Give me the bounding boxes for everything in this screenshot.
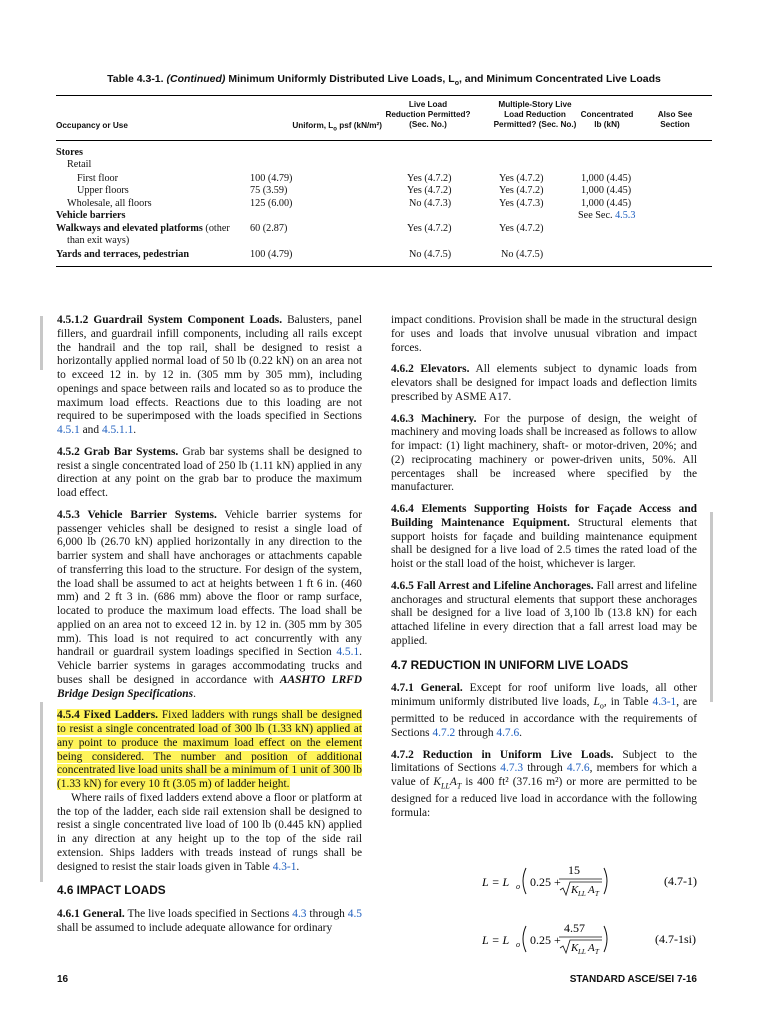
- link-4-7-6[interactable]: 4.7.6: [566, 762, 590, 775]
- para-4-6-3: 4.6.3 Machinery. For the purpose of design, the weight of machinery and moving loads shall be increased as follows to allow for impact: (1) light machinery, shaft- or motor-driven, 20%; and (2) reciprocating machinery or power-driven units, 50%. All percentages shall be increased where specified by the manufacturer.: [391, 412, 697, 494]
- para-4-5-3: 4.5.3 Vehicle Barrier Systems. Vehicle barrier systems for passenger vehicles shall be designed to resist a single load of 6,000 lb (26.70 kN) applied horizontally in any direction to the barrier system and shall have anchorages or attachments capable of transferring this load to the structure. For design of the system, the load shall be assumed to act at heights between 1 ft 6 in. (460 mm) and 2 ft 3 in. (686 mm) above the floor or ramp surface, located to produce the maximum load effects. The load shall be applied on an area not to exceed 12 in. by 12 in. (305 mm by 305 mm). This load is not required to act concurrently with any handrail or guardrail system loadings specified in Section 4.5.1. Vehicle barrier systems in garages accommodating trucks and buses shall be designed in accordance with AASHTO LRFD Bridge Design Specifications.: [57, 508, 363, 700]
- vehicle-barriers-see: See Sec. 4.5.3: [578, 210, 636, 221]
- link-4-5[interactable]: 4.5: [347, 908, 362, 920]
- cell-value: No (4.7.5): [409, 249, 452, 260]
- cell-value: 100 (4.79): [250, 173, 293, 184]
- equation-4-7-1si-graphic: [482, 916, 697, 960]
- eq-lhs: L = L: [482, 933, 510, 947]
- row-upper-floors-label: Upper floors: [77, 185, 129, 196]
- table-top-rule: [56, 95, 712, 96]
- para-4-5-2: 4.5.2 Grab Bar Systems. Grab bar systems shall be designed to resist a single concentrated load of 250 lb (1.11 kN) applied in any direction at any point on the grab bar to produce the maximum load effect.: [57, 445, 362, 499]
- cell-value: Yes (4.7.2): [499, 185, 544, 196]
- cell-value: Yes (4.7.2): [499, 223, 544, 234]
- link-4-5-1[interactable]: 4.5.1: [57, 424, 80, 436]
- cell-value: Yes (4.7.2): [407, 185, 452, 196]
- link-4-7-2[interactable]: 4.7.2: [432, 726, 456, 739]
- cell-value: 60 (2.87): [250, 223, 288, 234]
- cell-value: 1,000 (4.45): [581, 173, 632, 184]
- eq-open: 0.25 +: [530, 875, 561, 889]
- link-4-3[interactable]: 4.3: [292, 908, 307, 920]
- change-bar: [710, 512, 713, 702]
- row-retail: Retail: [67, 159, 92, 170]
- right-column: [391, 314, 697, 829]
- row-walkways-label: Walkways and elevated platforms (other: [56, 223, 230, 234]
- link-4-7-6[interactable]: 4.7.6: [496, 726, 520, 739]
- table-bottom-rule: [56, 266, 712, 267]
- eq-den-ksub: LL: [578, 948, 586, 956]
- para-4-7-1: 4.7.1 General. Except for roof uniform live loads, all other minimum uniformly distributed live loads, $L_o$, in Table 4.3-1, are permitted to be reduced in accordance with the requirements of Sections 4.7.2 through 4.7.6.: [391, 682, 697, 739]
- link-table-4-3-1[interactable]: 4.3-1: [652, 696, 677, 708]
- cell-value: 1,000 (4.45): [581, 198, 632, 209]
- eq-den-ksub: LL: [578, 890, 586, 898]
- cell-value: Yes (4.7.2): [407, 223, 452, 234]
- para-4-7-2: 4.7.2 Reduction in Uniform Live Loads. Subject to the limitations of Sections 4.7.3 through 4.7.6, members for which a value of $K_{LL}A_T$ is 400 ft² (37.16 m²) or more are permitted to be designed for a reduced live load in accordance with the following formula:: [391, 748, 697, 819]
- para-4-5-4-rails: Where rails of fixed ladders extend above a floor or platform at the top of the ladder, each side rail extension shall be designed to resist a single concentrated live load of 100 lb (0.445 kN) applied in any direction at any height up to the top of the side rail extension. Ships ladders with treads instead of rungs shall be designed to resist the stair loads given in Table 4.3-1.: [57, 791, 362, 873]
- eq-lhs-sub: o: [516, 940, 520, 949]
- row-walkways-label-cont: than exit ways): [67, 235, 130, 246]
- eq-open: 0.25 +: [530, 933, 561, 947]
- table-title: Table 4.3-1. (Continued) Minimum Uniformly Distributed Live Loads, $L_o$, and Minimum Concentrated Live Loads: [107, 73, 661, 88]
- link-4-7-3[interactable]: 4.7.3: [500, 762, 524, 775]
- eq-numerator: 15: [568, 863, 580, 877]
- para-4-5-4: 4.5.4 Fixed Ladders. Fixed ladders with rungs shall be designed to resist a single concentrated load of 300 lb (1.33 kN) applied at any point to produce the maximum load effect on the element being considered. The number and position of additional concentrated live load units shall be a minimum of 1 unit of 300 lb (1.33 kN) for every 10 ft (3.05 m) of ladder height.: [57, 709, 362, 790]
- equation-4-7-1: [482, 858, 697, 906]
- para-4-6-1: 4.6.1 General. The live loads specified in Sections 4.3 through 4.5 shall be assumed to include adequate allowance for ordinary: [57, 908, 362, 934]
- cell-value: Yes (4.7.2): [407, 173, 452, 184]
- cell-value: 75 (3.59): [250, 185, 288, 196]
- eq-label: (4.7-1): [664, 874, 697, 888]
- eq-den-asub: T: [595, 948, 599, 956]
- eq-numerator: 4.57: [564, 921, 585, 935]
- header-uniform: Uniform, $L_o$ psf (kN/m²): [292, 121, 382, 133]
- para-4-6-1-cont: impact conditions. Provision shall be made in the structural design for uses and loads that involve unusual vibration and impact forces.: [391, 314, 697, 354]
- eq-den-k: K: [571, 884, 579, 896]
- section-4-7-heading: 4.7 REDUCTION IN UNIFORM LIVE LOADS: [391, 657, 629, 672]
- header-llr: Live Load Reduction Permitted? (Sec. No.): [385, 100, 471, 129]
- link-4-5-1[interactable]: 4.5.1: [336, 646, 360, 659]
- para-4-5-1-2: 4.5.1.2 Guardrail System Component Loads. Balusters, panel fillers, and guardrail infill components, including all rails except the handrail and the top rail, shall be designed to resist a horizontally applied normal load of 50 lb (0.22 kN) on an area not to exceed 12 in. by 12 in. (305 mm by 305 mm), including openings and space between rails and located so as to produce the maximum load effects. Reactions due to this loading are not required to be superimposed with the loads specified in Sections 4.5.1 and 4.5.1.1.: [57, 314, 362, 436]
- para-4-6-2: 4.6.2 Elevators. All elements subject to dynamic loads from elevators shall be designed for impact loads and deflection limits prescribed by ASME A17.: [391, 363, 697, 403]
- cell-value: No (4.7.3): [409, 198, 452, 209]
- cell-value: 100 (4.79): [250, 249, 293, 260]
- cell-value: 1,000 (4.45): [581, 185, 632, 196]
- header-concentrated: Concentrated lb (kN): [580, 110, 634, 129]
- header-also-see: Also See Section: [657, 110, 693, 129]
- equation-4-7-1si: [482, 916, 697, 964]
- link-4-5-1-1[interactable]: 4.5.1.1: [101, 424, 134, 436]
- eq-den-asub: T: [595, 890, 599, 898]
- change-bar: [40, 316, 43, 370]
- standard-name: STANDARD ASCE/SEI 7-16: [569, 974, 697, 985]
- eq-label: (4.7-1si): [655, 932, 696, 946]
- page-number: 16: [57, 974, 69, 985]
- para-4-6-5: 4.6.5 Fall Arrest and Lifeline Anchorages. Fall arrest and lifeline anchorages and structural elements that support these anchorages shall be designed for a live load of 3,100 lb (13.8 kN) for each attached lifeline in every direction that a fall arrest load may be applied.: [391, 579, 697, 647]
- cell-value: Yes (4.7.2): [499, 173, 544, 184]
- row-vehicle-barriers-label: Vehicle barriers: [56, 210, 126, 221]
- eq-den-k: K: [571, 942, 579, 954]
- cell-value: Yes (4.7.3): [499, 198, 544, 209]
- table-header-rule: [56, 140, 712, 141]
- header-occupancy: Occupancy or Use: [56, 121, 128, 130]
- link-4-5-3[interactable]: 4.5.3: [615, 210, 636, 221]
- para-4-6-4: 4.6.4 Elements Supporting Hoists for Façade Access and Building Maintenance Equipment. Structural elements that support hoists for façade and building maintenance equipment shall be designed for a live load of 2.5 times the rated load of the hoist or the stall load of the hoist, whichever is larger.: [391, 503, 698, 570]
- row-wholesale-label: Wholesale, all floors: [67, 198, 152, 209]
- row-first-floor-label: First floor: [77, 173, 119, 184]
- eq-den-a: A: [588, 884, 595, 896]
- left-column: [57, 314, 362, 944]
- header-multistory: Multiple-Story Live Load Reduction Permitted? (Sec. No.): [493, 100, 577, 129]
- row-stores: Stores: [56, 147, 83, 158]
- change-bar: [40, 702, 43, 882]
- section-4-6-heading: 4.6 IMPACT LOADS: [57, 883, 166, 898]
- eq-lhs: L = L: [482, 875, 510, 889]
- equation-4-7-1-graphic: [482, 858, 697, 902]
- eq-lhs-sub: o: [516, 882, 520, 891]
- link-table-4-3-1[interactable]: 4.3-1: [272, 860, 297, 873]
- eq-den-a: A: [588, 942, 595, 954]
- row-yards-label: Yards and terraces, pedestrian: [56, 249, 189, 260]
- cell-value: 125 (6.00): [250, 198, 293, 209]
- cell-value: No (4.7.5): [501, 249, 544, 260]
